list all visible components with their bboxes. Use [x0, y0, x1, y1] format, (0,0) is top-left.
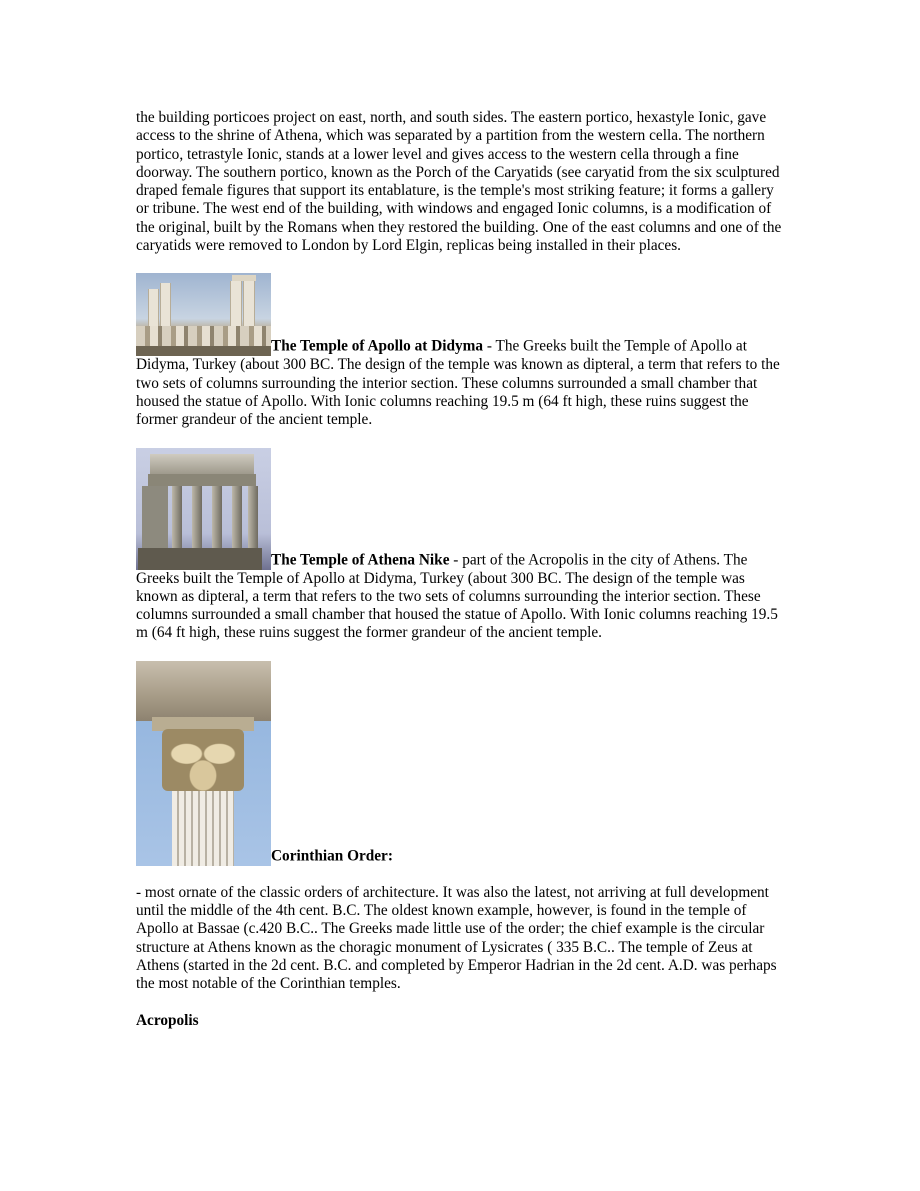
didyma-ruins-image — [136, 273, 271, 356]
entry-athena-nike — [136, 448, 786, 643]
corinthian-paragraph: - most ornate of the classic orders of architecture. It was also the latest, not arriving at full development until the middle of the 4th cent. B.C. The oldest known example, however, is found in the temple of Apollo at Bassae (c.420 B.C.. The Greeks made little use of the order; the chief example is the circular structure at Athens known as the choragic monument of Lysicrates ( 335 B.C.. The temple of Zeus at Athens (started in the 2d cent. B.C. and completed by Emperor Hadrian in the 2d cent. A.D. was perhaps the most notable of the Corinthian temples. — [136, 883, 777, 993]
didyma-text: - The Greeks built the Temple of Apollo at Didyma, Turkey (about 300 BC. The design of the temple was known as dipteral, a term that refers to the two sets of columns surrounding the interior section. These columns surrounded a small chamber that housed the statue of Apollo. With Ionic columns reaching 19.5 m (64 ft high, these ruins suggest the former grandeur of the ancient temple. — [136, 338, 780, 429]
acropolis-heading: Acropolis — [136, 1011, 199, 1029]
athena-nike-image — [136, 448, 271, 570]
athena-nike-text: - part of the Acropolis in the city of Athens. The Greeks built the Temple of Apollo at Didyma, Turkey (about 300 BC. The design of the temple was known as dipteral, a term that refers to the two sets of columns surrounding the interior section. These columns surrounded a small chamber that housed the statue of Apollo. With Ionic columns reaching 19.5 m (64 ft high, these ruins suggest the former grandeur of the ancient temple. — [136, 551, 778, 642]
corinthian-capital-image — [136, 661, 271, 866]
didyma-title: The Temple of Apollo at Didyma — [271, 338, 484, 356]
athena-nike-title: The Temple of Athena Nike — [271, 551, 450, 569]
entry-didyma — [136, 273, 786, 429]
corinthian-title: Corinthian Order: — [271, 847, 393, 865]
entry-corinthian — [136, 661, 786, 866]
intro-paragraph: the building porticoes project on east, north, and south sides. The eastern portico, hexastyle Ionic, gave access to the shrine of Athena, which was separated by a partition from the western cella. The northern portico, tetrastyle Ionic, stands at a lower level and gives access to the western cella through a fine doorway. The southern portico, known as the Porch of the Caryatids (see caryatid from the six sculptured draped female figures that support its entablature, is the temple's most striking feature; it forms a gallery or tribune. The west end of the building, with windows and engaged Ionic columns, is a modification of the original, built by the Romans when they restored the building. One of the east columns and one of the caryatids were removed to London by Lord Elgin, replicas being installed in their places. — [136, 109, 782, 255]
document-body — [136, 109, 786, 1030]
